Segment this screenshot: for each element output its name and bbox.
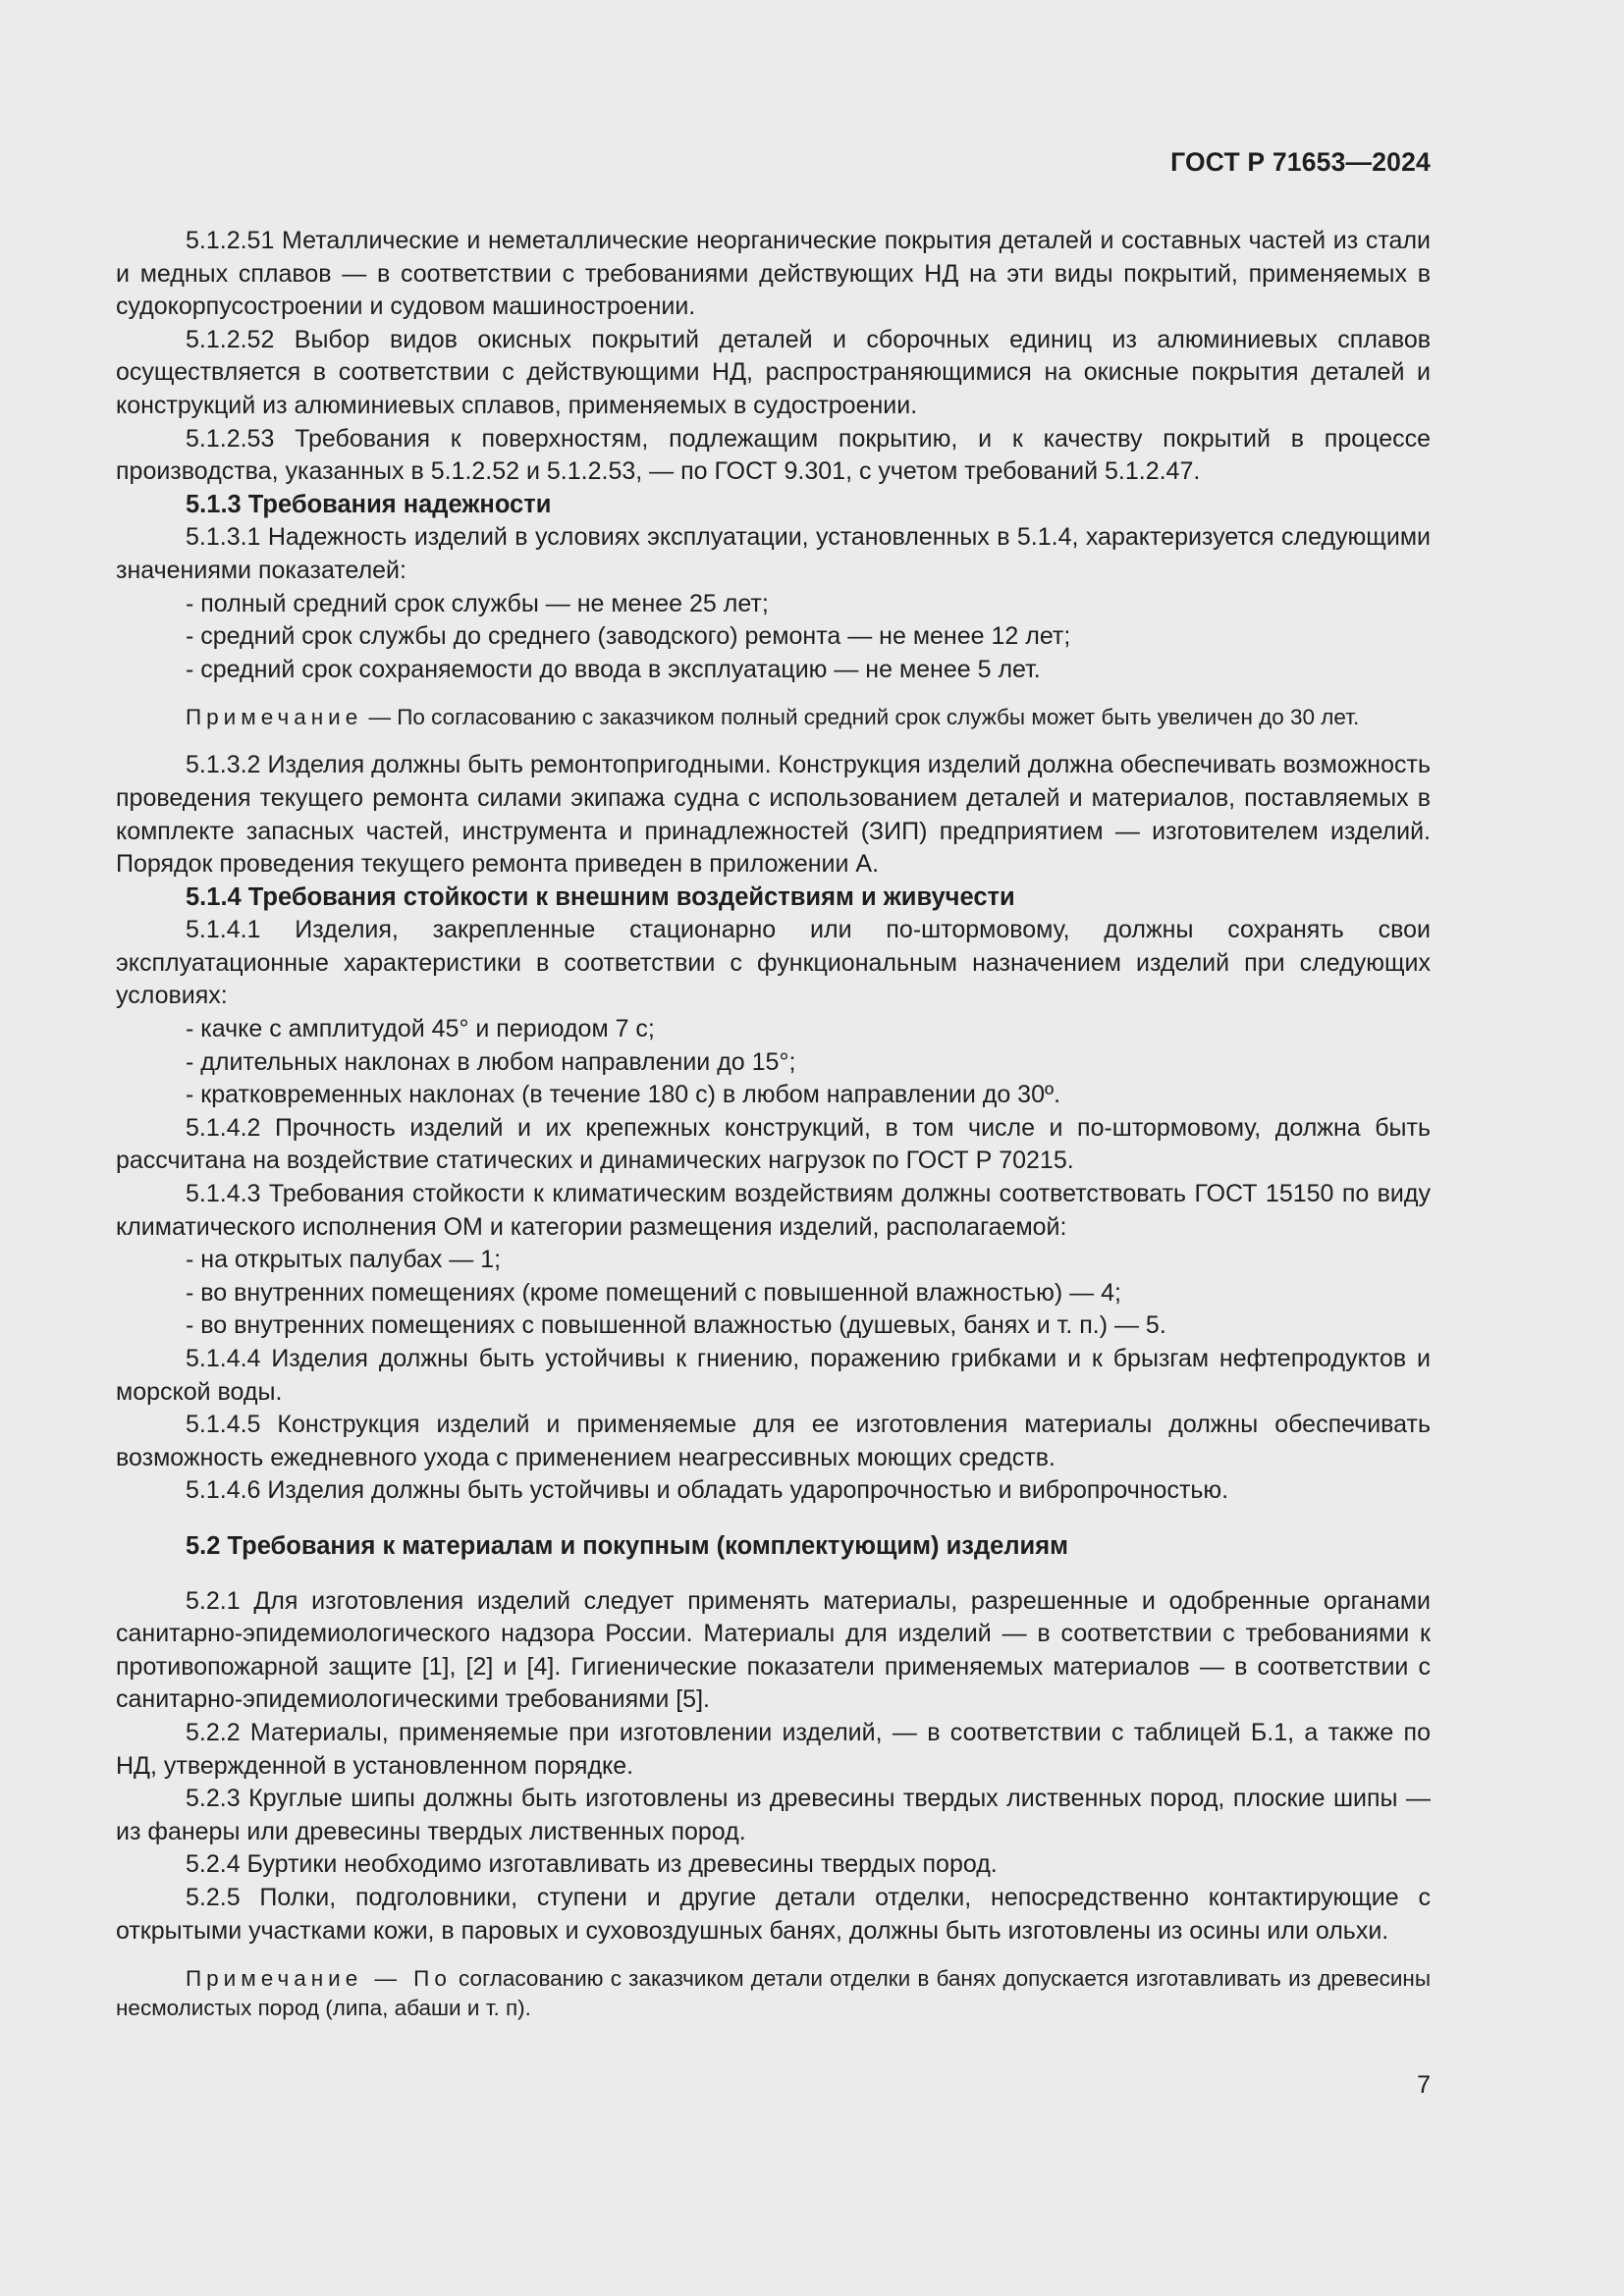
heading-5-2: 5.2 Требования к материалам и покупным (комплектующим) изделиям — [186, 1531, 1068, 1560]
note-text: согласованию с заказчиком детали отделки в банях допускается изготавливать из древесины несмолистых пород (липа, абаши и т. п). — [116, 1966, 1431, 2021]
paragraph-5-1-4-1: 5.1.4.1 Изделия, закрепленные стационарно или по-штормовому, должны сохранять свои эксплуатационные характеристики в соответствии с функциональным назначением изделий при следующих условиях: — [116, 916, 1431, 1010]
paragraph-5-1-4-5: 5.1.4.5 Конструкция изделий и применяемые для ее изготовления материалы должны обеспечивать возможность ежедневного ухода с применением неагрессивных моющих средств. — [116, 1411, 1431, 1471]
list-item: - полный средний срок службы — не менее 25 лет; — [186, 589, 769, 617]
list-item: - длительных наклонах в любом направлении до 15°; — [186, 1047, 796, 1076]
note-text: — По согласованию с заказчиком полный средний срок службы может быть увеличен до 30 лет. — [362, 705, 1360, 730]
list-item: - средний срок сохраняемости до ввода в эксплуатацию — не менее 5 лет. — [186, 655, 1041, 683]
paragraph-5-1-4-3: 5.1.4.3 Требования стойкости к климатическим воздействиям должны соответствовать ГОСТ 15150 по виду климатического исполнения ОМ и категории размещения изделий, располагаемой: — [116, 1180, 1431, 1241]
paragraph-5-2-3: 5.2.3 Круглые шипы должны быть изготовлены из древесины твердых лиственных пород, плоские шипы — из фанеры или древесины твердых лиственных пород. — [116, 1785, 1431, 1845]
paragraph-5-1-3-1: 5.1.3.1 Надежность изделий в условиях эксплуатации, установленных в 5.1.4, характеризуется следующими значениями показателей: — [116, 523, 1431, 584]
page-number: 7 — [1417, 2071, 1431, 2099]
paragraph-5-1-4-6: 5.1.4.6 Изделия должны быть устойчивы и обладать ударопрочностью и вибропрочностью. — [186, 1476, 1229, 1505]
note-label: Примечание — По — [186, 1966, 452, 1992]
paragraph-5-2-5: 5.2.5 Полки, подголовники, ступени и другие детали отделки, непосредственно контактирующие с открытыми участками кожи, в паровых и суховоздушных банях, должны быть изготовлены из осины или ольхи. — [116, 1883, 1431, 1945]
paragraph-5-1-2-52: 5.1.2.52 Выбор видов окисных покрытий деталей и сборочных единиц из алюминиевых сплавов осуществляется в соответствии с действующими НД, распространяющимися на окисные покрытия деталей и конструкций из алюминиевых сплавов, применяемых в судостроении. — [116, 325, 1431, 419]
heading-5-1-4: 5.1.4 Требования стойкости к внешним воздействиям и живучести — [186, 882, 1015, 911]
document-header: ГОСТ Р 71653—2024 — [1170, 147, 1431, 177]
paragraph-5-2-2: 5.2.2 Материалы, применяемые при изготовлении изделий, — в соответствии с таблицей Б.1, а также по НД, утвержденной в установленном порядке. — [116, 1718, 1431, 1780]
list-item: - средний срок службы до среднего (заводского) ремонта — не менее 12 лет; — [186, 622, 1071, 651]
note-label: Примечание — [186, 705, 363, 730]
note-2 — [116, 1964, 1431, 2023]
paragraph-5-1-4-2: 5.1.4.2 Прочность изделий и их крепежных конструкций, в том числе и по-штормовому, должна быть рассчитана на воздействие статических и динамических нагрузок по ГОСТ Р 70215. — [116, 1113, 1431, 1175]
note-1 — [116, 703, 1431, 732]
list-item: - на открытых палубах — 1; — [186, 1246, 502, 1274]
paragraph-5-2-1: 5.2.1 Для изготовления изделий следует применять материалы, разрешенные и одобренные органами санитарно-эпидемиологического надзора России. Материалы для изделий — в соответствии с требованиями к противопожарной защите [1], [2] и [4]. Гигиенические показатели применяемых материалов — в соответствии с санитарно-эпидемиологическими требованиями [5]. — [116, 1586, 1431, 1714]
paragraph-5-1-2-51: 5.1.2.51 Металлические и неметаллические неорганические покрытия деталей и составных частей из стали и медных сплавов — в соответствии с требованиями действующих НД на эти виды покрытий, применяемых в судокорпусостроении и судовом машиностроении. — [116, 227, 1431, 321]
paragraph-5-1-2-53: 5.1.2.53 Требования к поверхностям, подлежащим покрытию, и к качеству покрытий в процессе производства, указанных в 5.1.2.52 и 5.1.2.53, — по ГОСТ 9.301, с учетом требований 5.1.2.47. — [116, 424, 1431, 486]
list-item: - качке с амплитудой 45° и периодом 7 с; — [186, 1015, 655, 1043]
list-item: - во внутренних помещениях (кроме помещений с повышенной влажностью) — 4; — [186, 1278, 1121, 1307]
page-content — [116, 225, 1431, 2040]
list-item: - кратковременных наклонах (в течение 180 с) в любом направлении до 30º. — [186, 1081, 1061, 1109]
paragraph-5-1-3-2: 5.1.3.2 Изделия должны быть ремонтопригодными. Конструкция изделий должна обеспечивать возможность проведения текущего ремонта силами экипажа судна с использованием деталей и материалов, поставляемых в комплекте запасных частей, инструмента и принадлежностей (ЗИП) предприятием — изготовителем изделий. Порядок проведения текущего ремонта приведен в приложении А. — [116, 751, 1431, 879]
paragraph-5-2-4: 5.2.4 Буртики необходимо изготавливать из древесины твердых пород. — [186, 1850, 998, 1879]
heading-5-1-3: 5.1.3 Требования надежности — [186, 490, 552, 518]
list-item: - во внутренних помещениях с повышенной влажностью (душевых, банях и т. п.) — 5. — [186, 1311, 1166, 1340]
paragraph-5-1-4-4: 5.1.4.4 Изделия должны быть устойчивы к гниению, поражению грибками и к брызгам нефтепродуктов и морской воды. — [116, 1345, 1431, 1406]
